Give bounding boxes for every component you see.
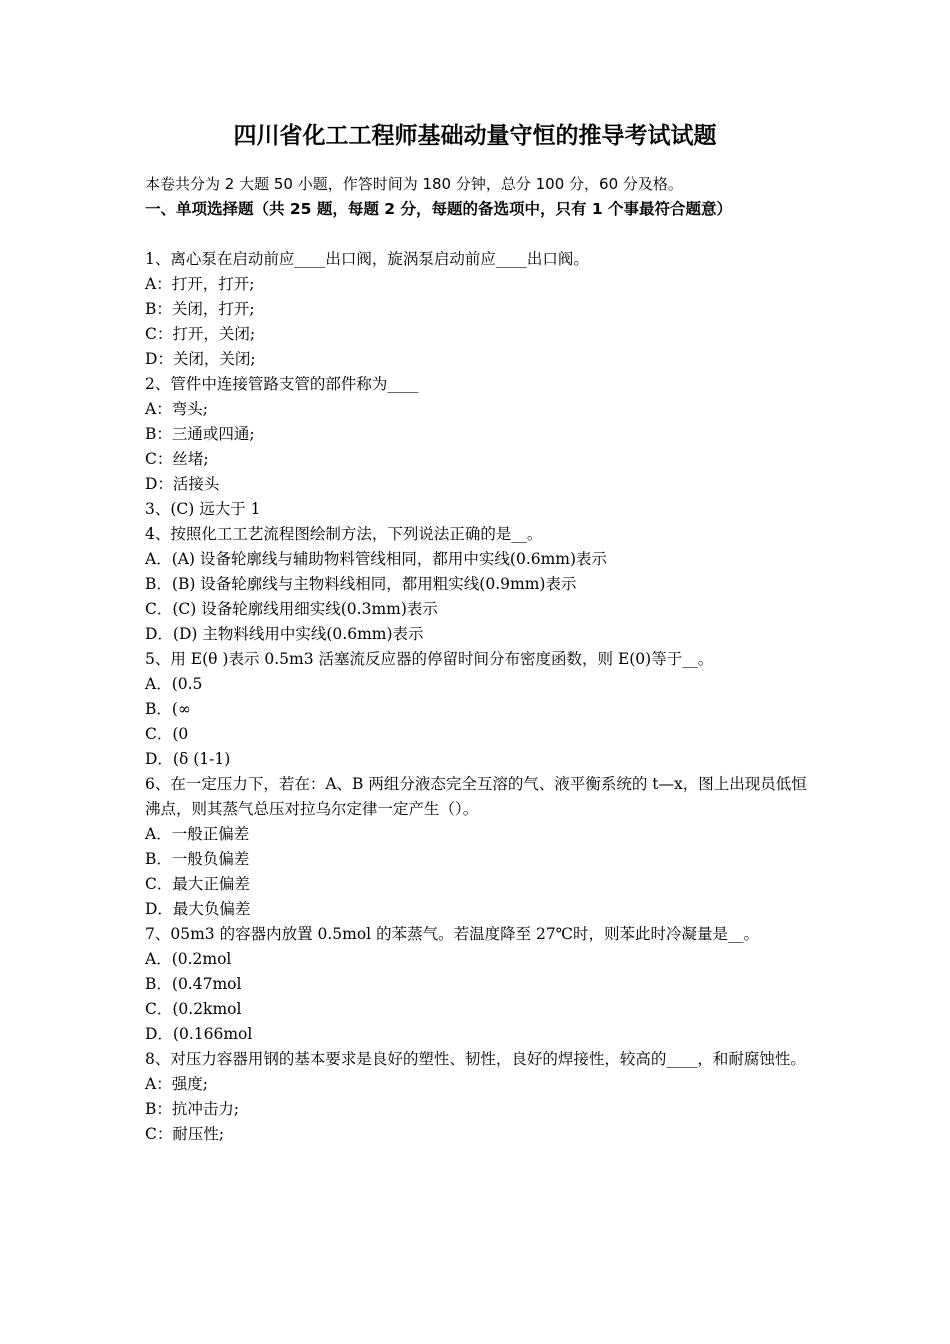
question-text: 7、05m3 的容器内放置 0.5mol 的苯蒸气。若温度降至 27℃时，则苯此时冷凝量是__。 <box>145 925 760 943</box>
option-c: C．(0 <box>145 725 189 743</box>
option-c: C：耐压性; <box>145 1125 225 1143</box>
question-7 <box>145 922 810 1047</box>
option-c: C：打开，关闭; <box>145 325 256 343</box>
question-text: 4、按照化工工艺流程图绘制方法，下列说法正确的是__。 <box>145 525 543 543</box>
option-a: A：强度; <box>145 1075 208 1093</box>
option-a: A．(A) 设备轮廓线与辅助物料管线相同，都用中实线(0.6mm)表示 <box>145 550 608 568</box>
question-2 <box>145 372 810 497</box>
option-b: B．一般负偏差 <box>145 850 250 868</box>
option-b: B．(∞ <box>145 700 191 718</box>
option-d: D．(0.166mol <box>145 1025 253 1043</box>
question-text: 8、对压力容器用钢的基本要求是良好的塑性、韧性，良好的焊接性，较高的____，和耐腐蚀性。 <box>145 1050 806 1068</box>
option-b: B．(B) 设备轮廓线与主物料线相同，都用粗实线(0.9mm)表示 <box>145 575 577 593</box>
question-1 <box>145 247 810 372</box>
document-body <box>145 172 810 1147</box>
option-d: D．(δ (1-1) <box>145 750 231 768</box>
option-a: A．一般正偏差 <box>145 825 250 843</box>
question-8 <box>145 1047 810 1147</box>
question-text: 6、在一定压力下，若在：A、B 两组分液态完全互溶的气、液平衡系统的 t—x，图上出现员低恒沸点，则其蒸气总压对拉乌尔定律一定产生（）。 <box>145 775 807 818</box>
question-text: 3、(C) 远大于 1 <box>145 500 261 518</box>
section-heading: 一、单项选择题（共 25 题，每题 2 分，每题的备选项中，只有 1 个事最符合题意） <box>145 200 733 218</box>
option-c: C．最大正偏差 <box>145 875 250 893</box>
question-5 <box>145 647 810 772</box>
option-b: B．(0.47mol <box>145 975 242 993</box>
option-b: B：关闭，打开; <box>145 300 255 318</box>
question-text: 2、管件中连接管路支管的部件称为____ <box>145 375 419 393</box>
question-3 <box>145 497 810 522</box>
question-text: 1、离心泵在启动前应____出口阀，旋涡泵启动前应____出口阀。 <box>145 250 589 268</box>
option-a: A．(0.2mol <box>145 950 232 968</box>
option-a: A：打开，打开; <box>145 275 255 293</box>
option-c: C：丝堵; <box>145 450 209 468</box>
page-title: 四川省化工工程师基础动量守恒的推导考试试题 <box>233 123 717 149</box>
option-d: D．最大负偏差 <box>145 900 251 918</box>
question-4 <box>145 522 810 647</box>
option-d: D．(D) 主物料线用中实线(0.6mm)表示 <box>145 625 424 643</box>
option-a: A．(0.5 <box>145 675 203 693</box>
option-d: D：活接头 <box>145 475 220 493</box>
exam-intro: 本卷共分为 2 大题 50 小题，作答时间为 180 分钟，总分 100 分，60 分及格。 <box>145 175 683 193</box>
question-text: 5、用 E(θ )表示 0.5m3 活塞流反应器的停留时间分布密度函数，则 E(0)等于__。 <box>145 650 714 668</box>
option-d: D：关闭，关闭; <box>145 350 256 368</box>
option-a: A：弯头; <box>145 400 208 418</box>
option-b: B：抗冲击力; <box>145 1100 240 1118</box>
option-c: C．(0.2kmol <box>145 1000 242 1018</box>
option-b: B：三通或四通; <box>145 425 255 443</box>
option-c: C．(C) 设备轮廓线用细实线(0.3mm)表示 <box>145 600 438 618</box>
question-6 <box>145 772 810 922</box>
